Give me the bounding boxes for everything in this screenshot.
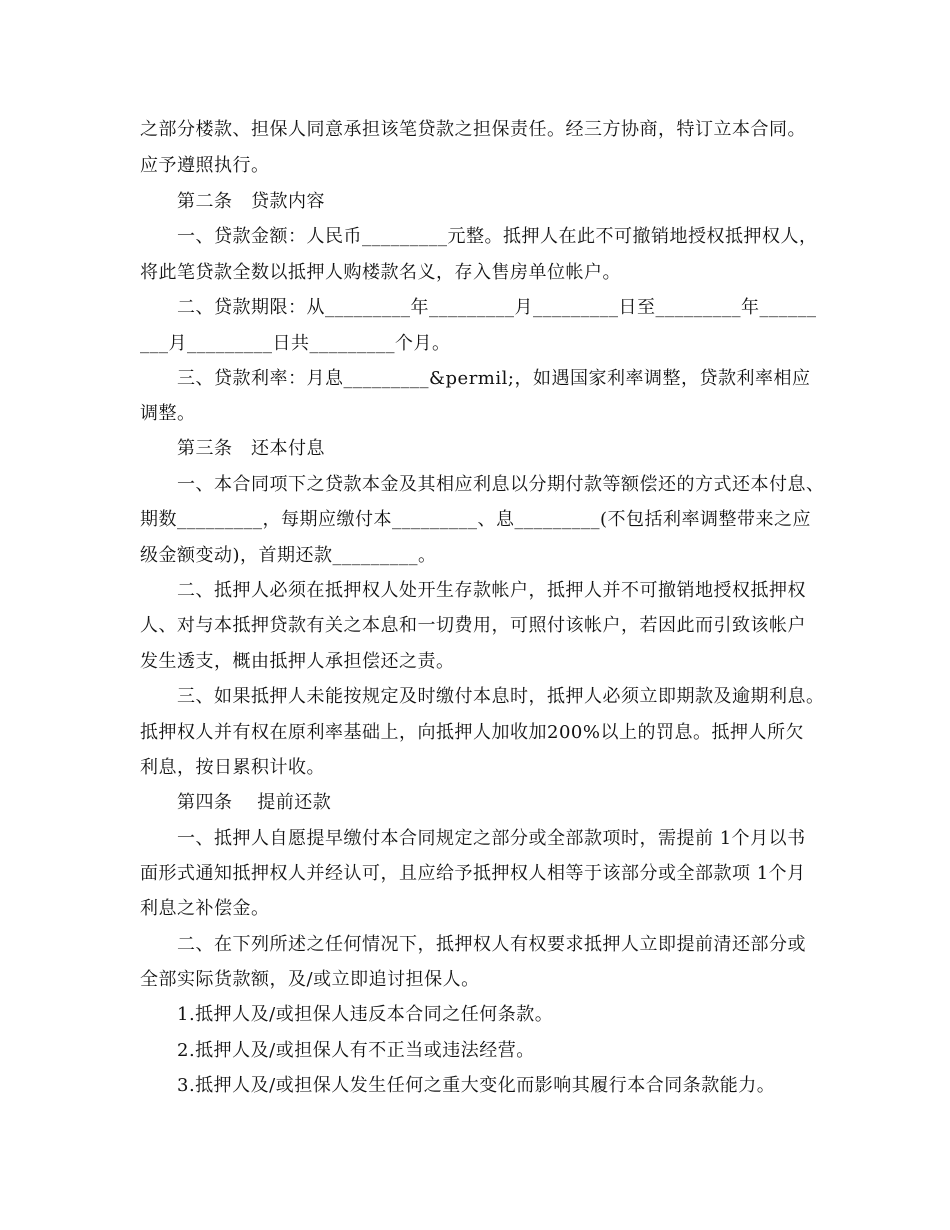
- paragraph-line: 二、在下列所述之任何情况下，抵押权人有权要求抵押人立即提前清还部分或: [177, 934, 806, 955]
- paragraph-line: 二、抵押人必须在抵押权人处开生存款帐户，抵押人并不可撤销地授权抵押权: [177, 580, 806, 601]
- article-heading: 第二条 贷款内容: [177, 191, 325, 212]
- article-heading: 第四条 提前还款: [177, 792, 332, 813]
- list-item: 2.抵押人及/或担保人有不正当或违法经营。: [177, 1040, 535, 1061]
- paragraph-line: 期数_________，每期应缴付本_________、息_________(不包括利率调整带来之应: [140, 509, 812, 530]
- paragraph-line: ___月_________日共_________个月。: [140, 333, 451, 354]
- paragraph-line: 三、贷款利率：月息_________&permil;，如遇国家利率调整，贷款利率相应: [177, 368, 811, 389]
- paragraph-line: 一、抵押人自愿提早缴付本合同规定之部分或全部款项时，需提前 1个月以书: [177, 828, 806, 849]
- paragraph-line: 之部分楼款、担保人同意承担该笔贷款之担保责任。经三方协商，特订立本合同。: [140, 119, 806, 140]
- paragraph-line: 发生透支，概由抵押人承担偿还之责。: [140, 651, 455, 672]
- paragraph-line: 面形式通知抵押权人并经认可，且应给予抵押权人相等于该部分或全部款项 1个月: [140, 863, 806, 884]
- list-item: 1.抵押人及/或担保人违反本合同之任何条款。: [177, 1004, 554, 1025]
- paragraph-line: 调整。: [140, 403, 196, 424]
- paragraph-line: 人、对与本抵押贷款有关之本息和一切费用，可照付该帐户，若因此而引致该帐户: [140, 615, 806, 636]
- paragraph-line: 利息，按日累积计收。: [140, 757, 325, 778]
- paragraph-line: 应予遵照执行。: [140, 155, 270, 176]
- paragraph-line: 三、如果抵押人未能按规定及时缴付本息时，抵押人必须立即期款及逾期利息。: [177, 686, 825, 707]
- paragraph-line: 二、贷款期限：从_________年_________月_________日至_________年______: [177, 297, 817, 318]
- paragraph-line: 利息之补偿金。: [140, 898, 270, 919]
- paragraph-line: 级金额变动)，首期还款_________。: [140, 545, 437, 566]
- paragraph-line: 将此笔贷款全数以抵押人购楼款名义，存入售房单位帐户。: [140, 262, 621, 283]
- paragraph-line: 一、贷款金额：人民币_________元整。抵押人在此不可撤销地授权抵押权人，: [177, 226, 818, 247]
- article-heading: 第三条 还本付息: [177, 438, 325, 459]
- paragraph-line: 抵押权人并有权在原利率基础上，向抵押人加收加200%以上的罚息。抵押人所欠: [140, 722, 804, 743]
- paragraph-line: 全部实际货款额，及/或立即追讨担保人。: [140, 969, 480, 990]
- list-item: 3.抵押人及/或担保人发生任何之重大变化而影响其履行本合同条款能力。: [177, 1075, 776, 1096]
- paragraph-line: 一、本合同项下之贷款本金及其相应利息以分期付款等额偿还的方式还本付息、: [177, 474, 825, 495]
